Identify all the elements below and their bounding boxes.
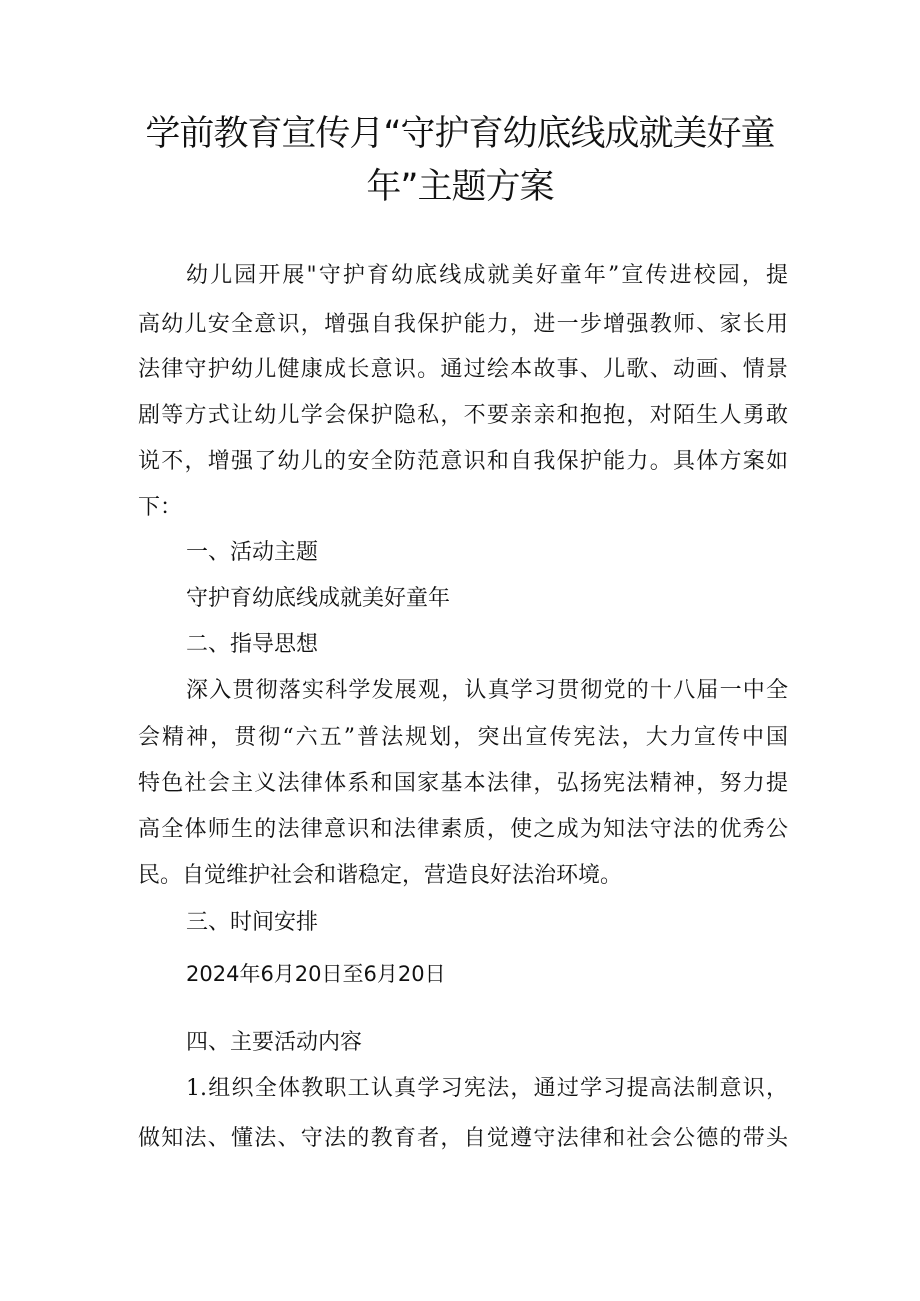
schedule-date-range: 2024年6月20日至6月20日 xyxy=(186,962,446,986)
intro-line-3: 法律守护幼儿健康成长意识。通过绘本故事、儿歌、动画、情景 xyxy=(138,357,788,382)
guiding-thought-line-4: 高全体师生的法律意识和法律素质，使之成为知法守法的优秀公 xyxy=(138,817,788,842)
main-activities-line-2: 做知法、懂法、守法的教育者，自觉遵守法律和社会公德的带头 xyxy=(138,1126,788,1151)
document-title-line-1: 学前教育宣传月“守护育幼底线成就美好童 xyxy=(145,114,775,154)
intro-line-1: 幼儿园开展"守护育幼底线成就美好童年”宣传进校园，提 xyxy=(186,263,788,288)
section-heading-main-activities: 四、主要活动内容 xyxy=(186,1030,363,1055)
intro-line-4: 剧等方式让幼儿学会保护隐私，不要亲亲和抱抱，对陌生人勇敢 xyxy=(138,403,788,428)
section-heading-guiding-thought: 二、指导思想 xyxy=(186,632,319,657)
section-heading-activity-theme: 一、活动主题 xyxy=(186,540,319,565)
guiding-thought-line-5: 民。自觉维护社会和谐稳定，营造良好法治环境。 xyxy=(138,863,623,888)
intro-line-2: 高幼儿安全意识，增强自我保护能力，进一步增强教师、家长用 xyxy=(138,312,788,337)
main-activities-line-1: 1.组织全体教职工认真学习宪法，通过学习提高法制意识， xyxy=(186,1076,788,1101)
guiding-thought-line-2: 会精神，贯彻“六五”普法规划，突出宣传宪法，大力宣传中国 xyxy=(138,725,788,750)
intro-line-5: 说不，增强了幼儿的安全防范意识和自我保护能力。具体方案如 xyxy=(138,449,788,474)
guiding-thought-line-3: 特色社会主义法律体系和国家基本法律，弘扬宪法精神，努力提 xyxy=(138,771,788,796)
intro-line-6: 下： xyxy=(138,495,183,520)
section-text-activity-theme: 守护育幼底线成就美好童年 xyxy=(186,586,451,611)
section-heading-schedule: 三、时间安排 xyxy=(186,910,319,935)
document-title-line-2: 年”主题方案 xyxy=(366,167,554,207)
guiding-thought-line-1: 深入贯彻落实科学发展观，认真学习贯彻党的十八届一中全 xyxy=(186,678,788,703)
